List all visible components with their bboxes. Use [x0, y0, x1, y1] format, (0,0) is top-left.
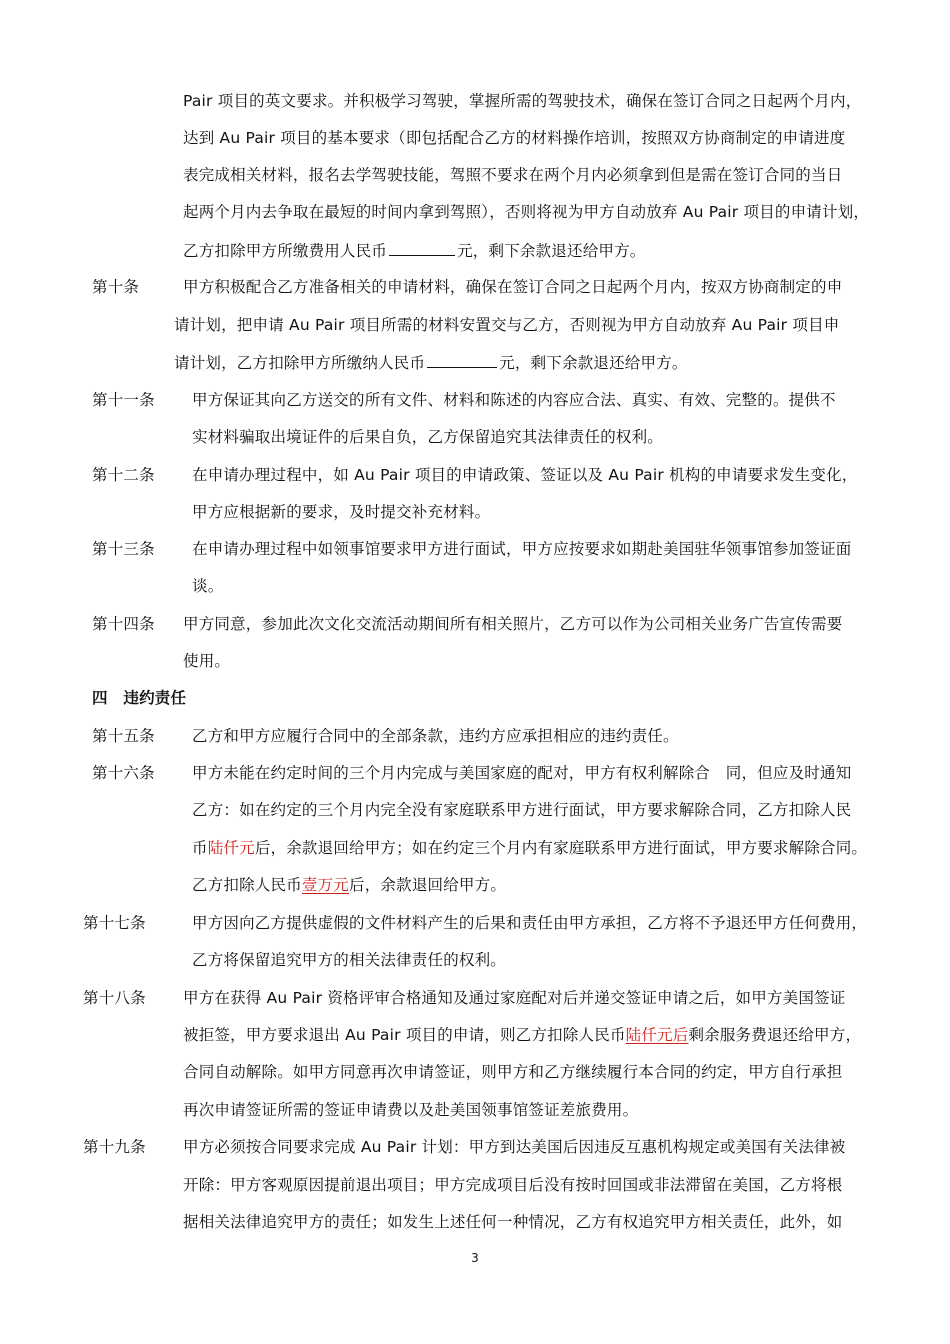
clause-text: 据相关法律追究甲方的责任；如发生上述任何一种情况，乙方有权追究甲方相关责任，此外，如: [183, 1213, 843, 1231]
clause-text-part: 乙方扣除人民币: [192, 876, 302, 894]
clause-text: 实材料骗取出境证件的后果自负，乙方保留追究其法律责任的权利。: [192, 428, 664, 446]
clause-text-part: 请计划，乙方扣除甲方所缴纳人民币: [174, 354, 426, 372]
clause-text: Pair 项目的英文要求。并积极学习驾驶，掌握所需的驾驶技术，确保在签订合同之日起两个月内，: [183, 92, 862, 110]
section-heading: 四 违约责任: [92, 689, 187, 707]
amount-blank: [389, 239, 455, 256]
clause-text: [192, 874, 506, 896]
article-label: 第十条: [92, 278, 140, 296]
article-label: 第十六条: [92, 764, 155, 782]
article-label: 第十八条: [83, 989, 146, 1007]
clause-text: 谈。: [192, 577, 224, 595]
article-label: 第十一条: [92, 391, 155, 409]
clause-text: 使用。: [183, 652, 231, 670]
article-label: 第十五条: [92, 727, 155, 745]
clause-text: 乙方：如在约定的三个月内完全没有家庭联系甲方进行面试，甲方要求解除合同，乙方扣除人民: [192, 801, 852, 819]
article-label: 第十二条: [92, 466, 155, 484]
clause-text: 开除：甲方客观原因提前退出项目；甲方完成项目后没有按时回国或非法滞留在美国，乙方将根: [183, 1176, 843, 1194]
clause-text-part: 元，剩下余款退还给甲方。: [499, 354, 688, 372]
clause-text-part: 剩余服务费退还给甲方，: [688, 1026, 862, 1044]
clause-text: 甲方应根据新的要求，及时提交补充材料。: [192, 503, 491, 521]
clause-text: 甲方保证其向乙方送交的所有文件、材料和陈述的内容应合法、真实、有效、完整的。提供不: [192, 391, 836, 409]
clause-text-part: 元，剩下余款退还给甲方。: [457, 242, 646, 260]
clause-text: 合同自动解除。如甲方同意再次申请签证，则甲方和乙方继续履行本合同的约定，甲方自行承担: [183, 1063, 843, 1081]
clause-text-part: 被拒签，甲方要求退出 Au Pair 项目的申请，则乙方扣除人民币: [183, 1026, 626, 1044]
clause-text-part: 后，余款退回给甲方；如在约定三个月内有家庭联系甲方进行面试，甲方要求解除合同。: [254, 839, 868, 857]
clause-text-part: 乙方扣除甲方所缴费用人民币: [183, 242, 388, 260]
clause-text: 甲方同意，参加此次文化交流活动期间所有相关照片，乙方可以作为公司相关业务广告宣传需要: [183, 615, 843, 633]
clause-text: 在申请办理过程中如领事馆要求甲方进行面试，甲方应按要求如期赴美国驻华领事馆参加签证面: [192, 540, 852, 558]
clause-text: 乙方将保留追究甲方的相关法律责任的权利。: [192, 951, 507, 969]
clause-text: [192, 837, 867, 859]
clause-text: 甲方必须按合同要求完成 Au Pair 计划：甲方到达美国后因违反互惠机构规定或美国有关法律被: [183, 1138, 846, 1156]
amount-highlight: 陆仟元后: [625, 1026, 689, 1044]
amount-blank: [427, 351, 497, 368]
clause-text: 达到 Au Pair 项目的基本要求（即包括配合乙方的材料操作培训，按照双方协商制定的申请进度: [183, 129, 846, 147]
clause-text: 请计划，把申请 Au Pair 项目所需的材料安置交与乙方，否则视为甲方自动放弃 Au Pair 项目申: [174, 316, 840, 334]
clause-text: 再次申请签证所需的签证申请费以及赴美国领事馆签证差旅费用。: [183, 1101, 639, 1119]
page-number: 3: [471, 1251, 479, 1265]
clause-text-part: 币: [192, 839, 208, 857]
article-label: 第十七条: [83, 914, 146, 932]
clause-text: 甲方未能在约定时间的三个月内完成与美国家庭的配对，甲方有权利解除合 同，但应及时通知: [192, 764, 852, 782]
clause-text: [174, 351, 688, 374]
clause-text: 乙方和甲方应履行合同中的全部条款，违约方应承担相应的违约责任。: [192, 727, 679, 745]
clause-text: 甲方在获得 Au Pair 资格评审合格通知及通过家庭配对后并递交签证申请之后，如甲方美国签证: [183, 989, 846, 1007]
amount-highlight: 壹万元: [301, 876, 350, 894]
clause-text: 起两个月内去争取在最短的时间内拿到驾照），否则将视为甲方自动放弃 Au Pair 项目的申请计划，: [183, 203, 870, 221]
clause-text-part: 后，余款退回给甲方。: [349, 876, 507, 894]
clause-text: [183, 1024, 861, 1046]
article-label: 第十九条: [83, 1138, 146, 1156]
clause-text: 在申请办理过程中，如 Au Pair 项目的申请政策、签证以及 Au Pair 机构的申请要求发生变化，: [192, 466, 858, 484]
clause-text: 表完成相关材料，报名去学驾驶技能，驾照不要求在两个月内必须拿到但是需在签订合同的当日: [183, 166, 843, 184]
clause-text: 甲方因向乙方提供虚假的文件材料产生的后果和责任由甲方承担，乙方将不予退还甲方任何费用，: [192, 914, 868, 932]
amount-highlight: 陆仟元: [207, 839, 255, 857]
article-label: 第十三条: [92, 540, 155, 558]
clause-text: 甲方积极配合乙方准备相关的申请材料，确保在签订合同之日起两个月内，按双方协商制定的申: [183, 278, 843, 296]
clause-text: [183, 239, 646, 262]
article-label: 第十四条: [92, 615, 155, 633]
